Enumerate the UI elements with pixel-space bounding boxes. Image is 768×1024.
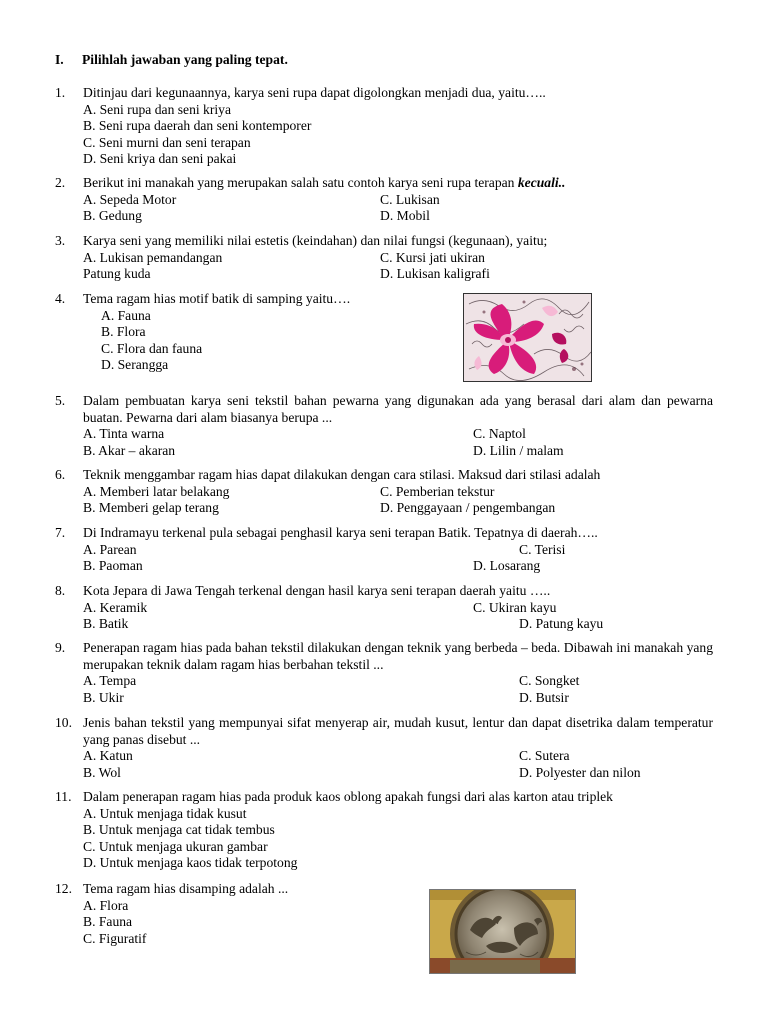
question-stem <box>55 640 713 673</box>
option-b: B. Memberi gelap terang <box>83 500 219 516</box>
question-stem <box>55 467 713 484</box>
option-b: B. Flora <box>101 324 146 340</box>
question-1 <box>55 85 713 168</box>
section-heading <box>55 52 288 69</box>
question-number: 11. <box>55 789 72 804</box>
question-number: 5. <box>55 393 66 408</box>
option-b: B. Batik <box>83 616 129 632</box>
option-b: B. Seni rupa daerah dan seni kontemporer <box>83 118 312 134</box>
option-c: C. Figuratif <box>83 930 147 946</box>
question-stem <box>55 881 713 898</box>
question-number: 6. <box>55 467 66 482</box>
question-6 <box>55 467 713 517</box>
question-text: Tema ragam hias disamping adalah ... <box>83 881 289 896</box>
option-d: D. Lukisan kaligrafi <box>380 266 490 282</box>
option-b: B. Fauna <box>83 914 133 930</box>
question-9 <box>55 640 713 706</box>
option-b: B. Ukir <box>83 689 124 705</box>
question-stem <box>55 789 713 806</box>
option-c: C. Pemberian tekstur <box>380 483 495 499</box>
question-number: 7. <box>55 525 66 540</box>
question-10 <box>55 715 713 781</box>
question-number: 1. <box>55 85 66 100</box>
option-b: B. Gedung <box>83 208 142 224</box>
option-d: D. Penggayaan / pengembangan <box>380 500 556 516</box>
question-number: 2. <box>55 175 66 190</box>
option-c: C. Terisi <box>519 541 566 557</box>
option-c: C. Untuk menjaga ukuran gambar <box>83 838 268 854</box>
option-d: D. Serangga <box>101 357 169 373</box>
option-b: B. Wol <box>83 764 121 780</box>
question-stem <box>55 175 713 192</box>
question-text: Di Indramayu terkenal pula sebagai penghasil karya seni terapan Batik. Tepatnya di daerah….. <box>83 525 598 540</box>
option-a: A. Keramik <box>83 599 148 615</box>
option-b: B. Paoman <box>83 558 143 574</box>
option-d: D. Seni kriya dan seni pakai <box>83 151 237 167</box>
option-d: D. Mobil <box>380 208 430 224</box>
option-c: C. Kursi jati ukiran <box>380 249 485 265</box>
question-text: Karya seni yang memiliki nilai estetis (keindahan) dan nilai fungsi (kegunaan), yaitu; <box>83 233 548 248</box>
question-text: Kota Jepara di Jawa Tengah terkenal dengan hasil karya seni terapan daerah yaitu ….. <box>83 583 551 598</box>
question-8 <box>55 583 713 633</box>
bird-ornament-icon <box>430 890 575 973</box>
option-d: D. Losarang <box>473 558 541 574</box>
question-stem <box>55 85 713 102</box>
option-a: A. Memberi latar belakang <box>83 483 230 499</box>
question-number: 12. <box>55 881 72 896</box>
question-number: 3. <box>55 233 66 248</box>
option-a: A. Parean <box>83 541 137 557</box>
option-b: B. Untuk menjaga cat tidak tembus <box>83 822 275 838</box>
option-a: A. Sepeda Motor <box>83 191 177 207</box>
option-c: C. Lukisan <box>380 191 440 207</box>
option-a: A. Tempa <box>83 673 137 689</box>
option-d: D. Lilin / malam <box>473 442 564 458</box>
question-12 <box>55 881 713 947</box>
question-number: 4. <box>55 291 66 306</box>
question-text: Dalam pembuatan karya seni tekstil bahan pewarna yang digunakan ada yang berasal dari alam dan pewarna buatan. Pewarna dari alam biasanya berupa ... <box>83 393 713 425</box>
option-c: C. Flora dan fauna <box>101 340 203 356</box>
option-d: D. Polyester dan nilon <box>519 764 641 780</box>
option-b: Patung kuda <box>83 266 151 282</box>
question-stem <box>55 393 713 426</box>
question-stem <box>55 583 713 600</box>
option-c: C. Naptol <box>473 426 526 442</box>
question-2 <box>55 175 713 225</box>
question-3 <box>55 233 713 283</box>
ornament-plate-image <box>429 889 576 974</box>
section-number: I. <box>55 52 64 67</box>
question-number: 10. <box>55 715 72 730</box>
option-a: A. Seni rupa dan seni kriya <box>83 101 231 117</box>
question-number: 9. <box>55 640 66 655</box>
option-c: C. Sutera <box>519 748 570 764</box>
option-b: B. Akar – akaran <box>83 442 176 458</box>
option-a: A. Untuk menjaga tidak kusut <box>83 805 247 821</box>
batik-motif-image <box>463 293 592 382</box>
question-text: Berikut ini manakah yang merupakan salah satu contoh karya seni rupa terapan <box>83 175 518 190</box>
question-text: Jenis bahan tekstil yang mempunyai sifat menyerap air, mudah kusut, lentur dan dapat disetrika dalam temperatur yang panas disebut ... <box>83 715 713 747</box>
section-title: Pilihlah jawaban yang paling tepat. <box>82 52 288 67</box>
question-11 <box>55 789 713 872</box>
option-d: D. Butsir <box>519 689 569 705</box>
question-text: Penerapan ragam hias pada bahan tekstil dilakukan dengan teknik yang berbeda – beda. Dibawah ini manakah yang merupakan teknik dalam ragam hias berbahan tekstil ... <box>83 640 713 672</box>
option-a: A. Katun <box>83 748 133 764</box>
question-number: 8. <box>55 583 66 598</box>
option-a: A. Tinta warna <box>83 426 165 442</box>
batik-flora-fauna-icon <box>464 294 591 381</box>
option-c: C. Songket <box>519 673 580 689</box>
question-5 <box>55 393 713 459</box>
question-4 <box>55 291 713 374</box>
question-stem <box>55 525 713 542</box>
option-a: A. Flora <box>83 897 129 913</box>
option-a: A. Lukisan pemandangan <box>83 249 223 265</box>
question-text: Tema ragam hias motif batik di samping yaitu…. <box>83 291 351 306</box>
option-d: D. Untuk menjaga kaos tidak terpotong <box>83 855 298 871</box>
question-stem <box>55 291 713 308</box>
question-text: Teknik menggambar ragam hias dapat dilakukan dengan cara stilasi. Maksud dari stilasi adalah <box>83 467 601 482</box>
question-stem <box>55 233 713 250</box>
option-a: A. Fauna <box>101 307 151 323</box>
question-emphasis: kecuali.. <box>517 175 566 190</box>
option-c: C. Ukiran kayu <box>473 599 557 615</box>
question-stem <box>55 715 713 748</box>
question-7 <box>55 525 713 575</box>
question-text: Ditinjau dari kegunaannya, karya seni rupa dapat digolongkan menjadi dua, yaitu….. <box>83 85 546 100</box>
option-d: D. Patung kayu <box>519 616 604 632</box>
question-text: Dalam penerapan ragam hias pada produk kaos oblong apakah fungsi dari alas karton atau triplek <box>83 789 613 804</box>
option-c: C. Seni murni dan seni terapan <box>83 134 251 150</box>
